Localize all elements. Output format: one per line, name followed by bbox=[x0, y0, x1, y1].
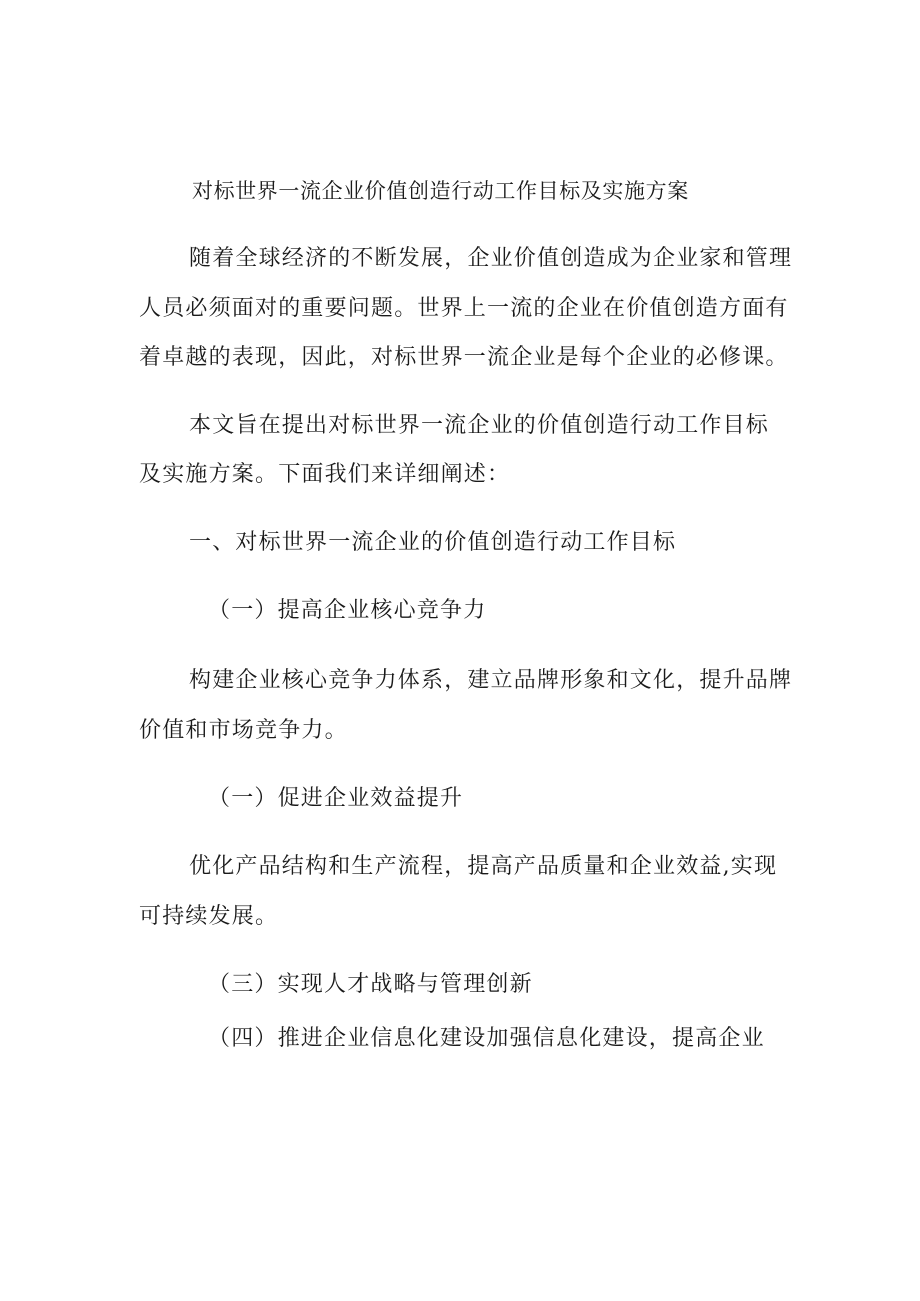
item-3-heading: （三）实现人才战略与管理创新 bbox=[208, 972, 533, 997]
purpose-line-2: 及实施方案。下面我们来详细阐述： bbox=[139, 462, 511, 487]
item-4-heading: （四）推进企业信息化建设加强信息化建设，提高企业 bbox=[208, 1026, 765, 1051]
purpose-line-1: 本文旨在提出对标世界一流企业的价值创造行动工作目标 bbox=[189, 413, 770, 438]
document-title: 对标世界一流企业价值创造行动工作目标及实施方案 bbox=[192, 179, 689, 203]
item-2-line-2: 可持续发展。 bbox=[139, 904, 279, 929]
item-1-line-1: 构建企业核心竞争力体系，建立品牌形象和文化，提升品牌 bbox=[189, 668, 793, 693]
item-2-heading: （一）促进企业效益提升 bbox=[208, 786, 464, 811]
section-1-heading: 一、对标世界一流企业的价值创造行动工作目标 bbox=[189, 530, 677, 555]
intro-line-2: 人员必须面对的重要问题。世界上一流的企业在价值创造方面有 bbox=[139, 296, 789, 321]
intro-line-3: 着卓越的表现，因此，对标世界一流企业是每个企业的必修课。 bbox=[139, 345, 789, 370]
item-1-line-2: 价值和市场竞争力。 bbox=[139, 718, 348, 743]
item-1-heading: （一）提高企业核心竞争力 bbox=[208, 598, 487, 623]
intro-line-1: 随着全球经济的不断发展，企业价值创造成为企业家和管理 bbox=[189, 246, 793, 271]
item-2-line-1: 优化产品结构和生产流程，提高产品质量和企业效益,实现 bbox=[189, 854, 778, 879]
